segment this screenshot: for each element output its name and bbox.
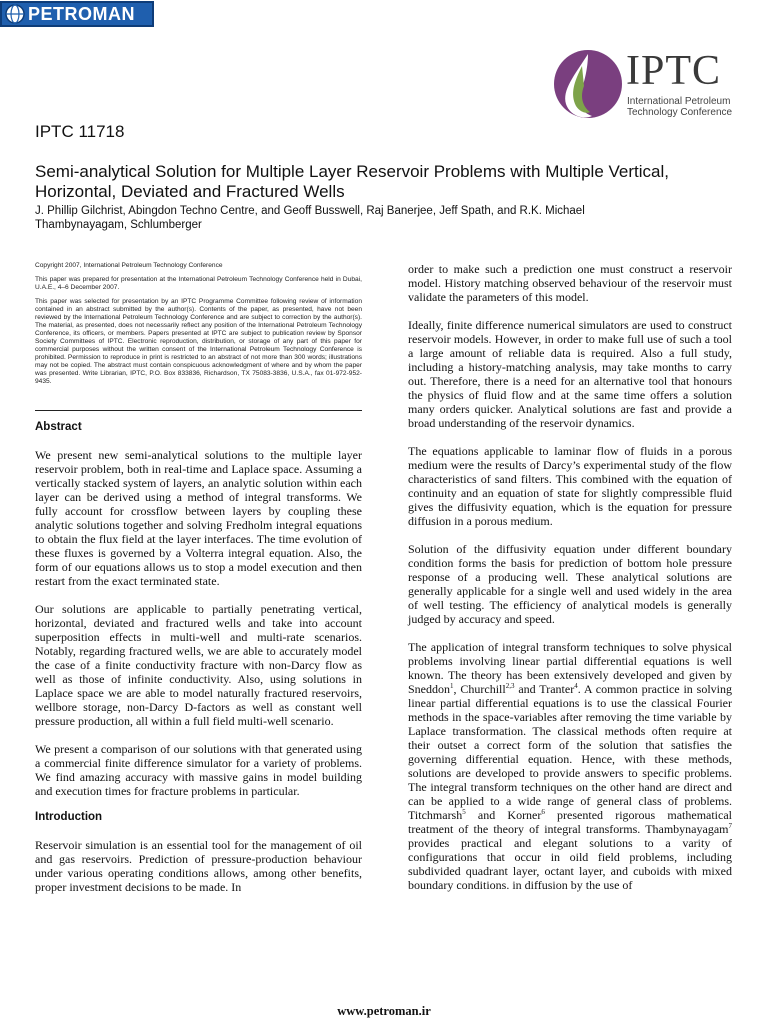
logo-subtitle-line-2: Technology Conference [627, 107, 733, 118]
citation-ref: 7 [728, 822, 732, 830]
citation-ref: 5 [462, 808, 466, 816]
left-column [35, 420, 362, 908]
text-segment: . A common practice in solving linear partial differential equations is to use the classical Fourier methods in the space-variables after removing the time variable by Laplace transformation. The classical methods often require at their outset a correct form of the solution that satisfies the governing differential equation. Hence, with these methods, solutions are developed to provide answers to specific problems. The integral transform techniques on the other hand are direct and can be applied to a wide range of general class of problems. Titchmarsh [408, 682, 732, 822]
citation-ref: 1 [450, 682, 454, 690]
selection-note: This paper was selected for presentation by an IPTC Programme Committee following review of information contained in an abstract submitted by the author(s). Contents of the paper, as presented, have not been reviewed by the International Petroleum Technology Conference and are subject to correction by the author(s). The material, as presented, does not necessarily reflect any position of the International Petroleum Technology Conference, its officers, or members. Papers presented at IPTC are subject to publication review by Sponsor Society Committees of IPTC. Electronic reproduction, distribution, or storage of any part of this paper for commercial purposes without the written consent of the International Petroleum Technology Conference is prohibited. Permission to reproduce in print is restricted to an abstract of not more than 300 words; illustrations may not be copied. The abstract must contain conspicuous acknowledgment of where and by whom the paper was presented. Write Librarian, IPTC, P.O. Box 833836, Richardson, TX 75083-3836, U.S.A., fax 01-972-952-9435. [35, 298, 362, 385]
paper-title [35, 162, 755, 202]
presentation-note: This paper was prepared for presentation at the International Petroleum Technology Conference held in Dubai, U.A.E., 4–6 December 2007. [35, 276, 362, 291]
introduction-heading: Introduction [35, 811, 103, 823]
authors-line-2: Thambynayagam, Schlumberger [35, 219, 202, 231]
abstract-paragraph-3: We present a comparison of our solutions with that generated using a commercial finite difference simulator for a variety of problems. We find amazing accuracy with massive gains in model building and execution times for fracture problems in particular. [35, 742, 362, 798]
text-segment: The application of integral transform techniques to solve physical problems involving linear partial differential equations is well known. The theory has been extensively developed and given by Sneddon [408, 640, 732, 696]
authors [35, 204, 735, 232]
body-paragraph-4: Solution of the diffusivity equation under different boundary condition forms the basis for prediction of bottom hole pressure response of a producing well. These analytical solutions are generally applicable for a single well and used widely in the area of well testing. The efficiency of analytical models is generally judged by accuracy and speed. [408, 542, 732, 626]
text-segment: provides practical and elegant solutions to a varity of configurations that occur in oild field problems, including subdivided quadrant layer, octant layer, and cuboids with mixed boundary conditions. in diffusion by the use of [408, 836, 732, 892]
text-segment: and Korner [465, 808, 542, 822]
globe-icon [4, 3, 26, 25]
text-segment: and Tranter [514, 682, 575, 696]
abstract-heading: Abstract [35, 421, 82, 433]
body-paragraph-3: The equations applicable to laminar flow of fluids in a porous medium were the results of Darcy’s experimental study of the flow characteristics of sand filters. This combined with the equation of continuity and an equation of state for slightly compressible fluid gives the diffusivity equation, which is the equation for pressure diffusion in a porous medium. [408, 444, 732, 528]
text-segment: presented rigorous mathematical treatment of the theory of integral transforms. Thambynayagam [408, 808, 733, 836]
iptc-logo-text: IPTC [626, 48, 722, 94]
copyright-notice [35, 262, 362, 392]
petroman-banner [0, 1, 154, 27]
right-column [408, 262, 732, 906]
text-segment: , Churchill [453, 682, 506, 696]
citation-ref: 2,3 [505, 682, 515, 690]
body-paragraph-5 [408, 640, 732, 892]
body-paragraph-1: order to make such a prediction one must construct a reservoir model. History matching observed behaviour of the reservoir must validate the parameters of this model. [408, 262, 732, 304]
paper-id: IPTC 11718 [35, 122, 125, 141]
copyright-line: Copyright 2007, International Petroleum Technology Conference [35, 262, 223, 269]
divider [35, 410, 362, 411]
citation-ref: 6 [541, 808, 545, 816]
abstract-paragraph-2: Our solutions are applicable to partially penetrating vertical, horizontal, deviated and fractured wells and take into account superposition effects in multi-well and multi-rate scenarios. Notably, regarding fractured wells, we are able to accurately model the case of a finite conductivity fracture with non-Darcy flow as well as those of infinite conductivity. Also, using solutions in Laplace space we are able to model naturally fractured reservoirs, wellbore storage, non-Darcy D-factors as well as constant well pressure production, all within a full field multi-well scenario. [35, 602, 362, 728]
introduction-paragraph-1: Reservoir simulation is an essential tool for the management of oil and gas reservoirs. Prediction of pressure-production behaviour under various operating conditions allows, among other benefits, proper investment decisions to be made. In [35, 838, 362, 894]
title-line-1: Semi-analytical Solution for Multiple Layer Reservoir Problems with Multiple Vertical, [35, 162, 669, 181]
iptc-logo-subtitle [627, 96, 747, 118]
abstract-paragraph-1: We present new semi-analytical solutions to the multiple layer reservoir problem, both in real-time and Laplace space. Assuming a vertically stacked system of layers, an analytic solution within each layer can be derived using a method of integral transforms. We fully account for crossflow between layers by coupling these analytic solutions together and solving Fredholm integral equations to obtain the flux field at the layer interfaces. The time evolution of these fluxes is governed by a Volterra integral equation. Also, the form of our equations allows us to stop a model execution and then restart from the exact terminated state. [35, 448, 362, 588]
authors-line-1: J. Phillip Gilchrist, Abingdon Techno Centre, and Geoff Busswell, Raj Banerjee, Jeff Spath, and R.K. Michael [35, 205, 585, 217]
logo-subtitle-line-1: International Petroleum [627, 96, 731, 107]
body-paragraph-2: Ideally, finite difference numerical simulators are used to construct reservoir models. However, in order to make full use of such a tool a large amount of reliable data is required. Also a full study, including a history-matching analysis, may take months to carry out. Therefore, there is a need for an alternative tool that honours the physics of fluid flow and at the same time offers a solution many orders quicker. Analytical solutions are fast and provide a broad understanding of the reservoir dynamics. [408, 318, 732, 430]
title-line-2: Horizontal, Deviated and Fractured Wells [35, 182, 345, 201]
citation-ref: 4 [574, 682, 578, 690]
banner-name: PETROMAN [28, 3, 135, 24]
footer-url[interactable]: www.petroman.ir [337, 1004, 431, 1018]
